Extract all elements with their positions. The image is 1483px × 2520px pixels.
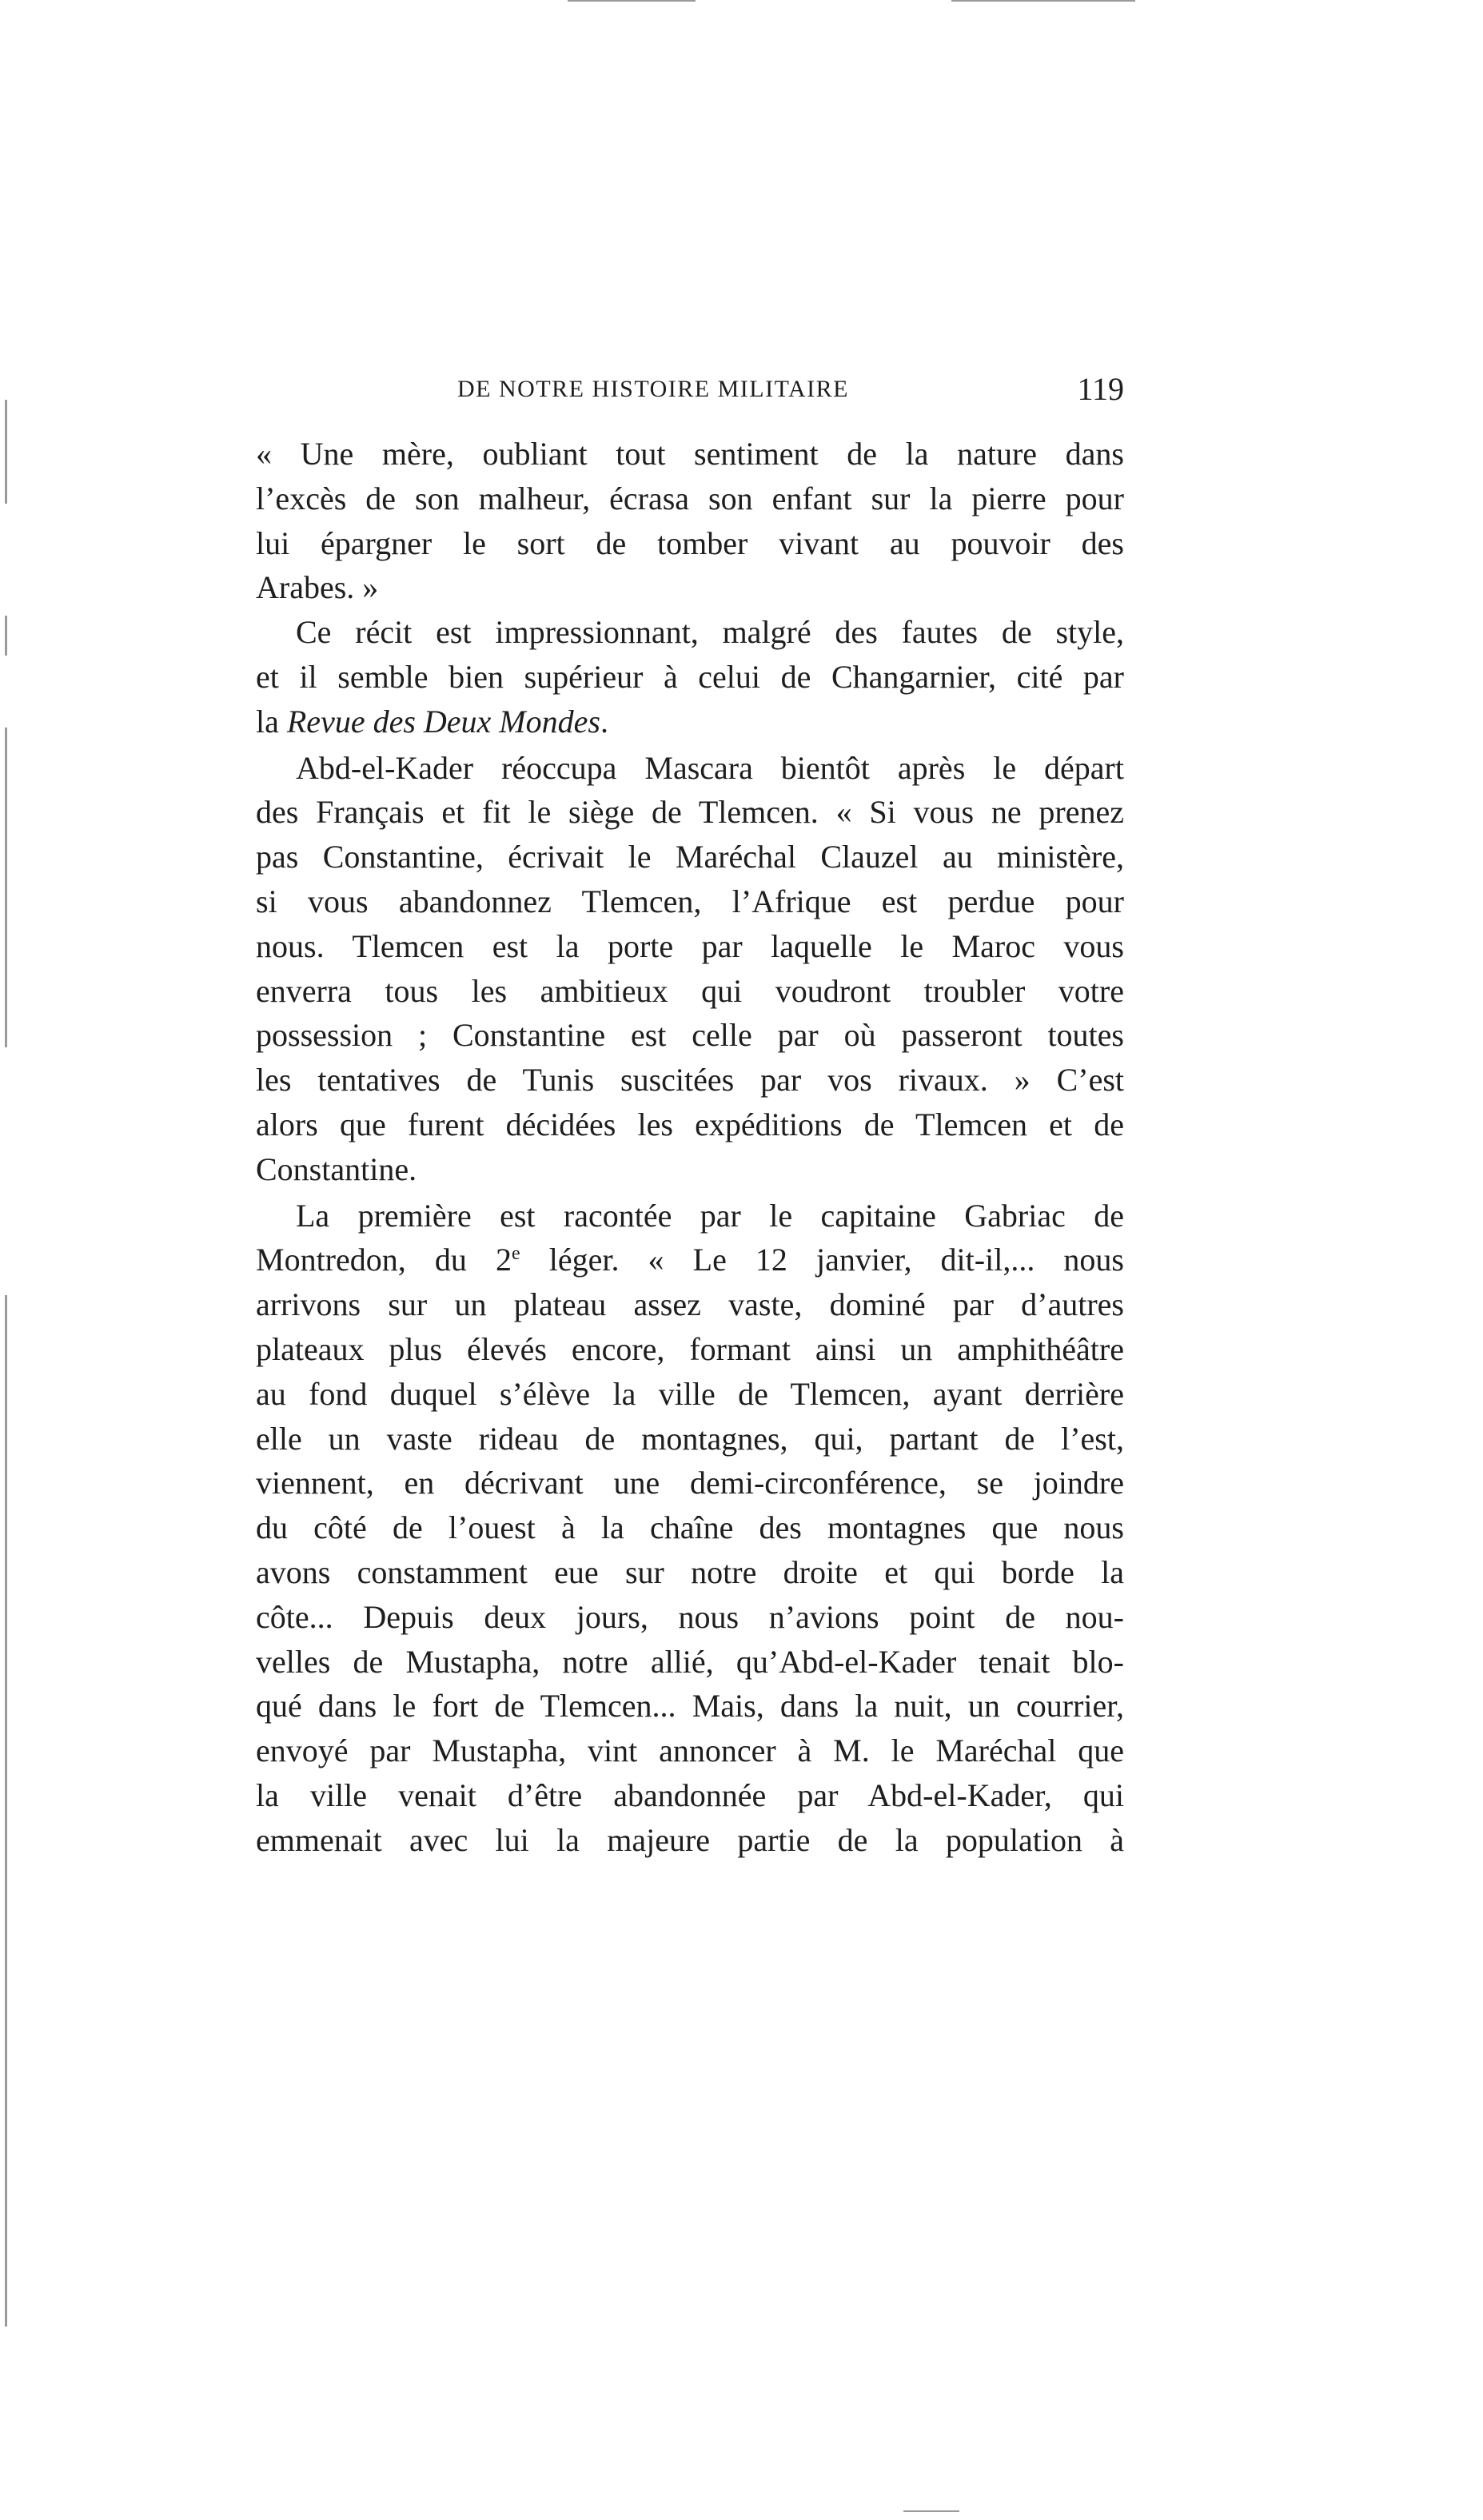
text-line: elle un vaste rideau de montagnes, qui, partant de l’est, xyxy=(256,1420,1124,1457)
text-line: et il semble bien supérieur à celui de Changarnier, cité par xyxy=(256,658,1124,695)
text-line: pas Constantine, écrivait le Maréchal Clauzel au ministère, xyxy=(256,839,1124,875)
text-line: les tentatives de Tunis suscitées par vos rivaux. » C’est xyxy=(256,1062,1124,1099)
scan-line-left xyxy=(5,400,7,504)
scan-line-left xyxy=(5,616,7,656)
text-line: au fond duquel s’élève la ville de Tlemcen, ayant derrière xyxy=(256,1375,1124,1412)
scan-line-left xyxy=(5,1295,7,2327)
text-line: alors que furent décidées les expéditions de Tlemcen et de xyxy=(256,1106,1124,1142)
scan-line-bottom xyxy=(903,2510,959,2512)
paragraph-4 xyxy=(256,1194,1124,1863)
text-run: la xyxy=(256,703,287,740)
text-line: enverra tous les ambitieux qui voudront troubler votre xyxy=(256,972,1124,1009)
body-text xyxy=(256,432,1124,1863)
text-line: « Une mère, oubliant tout sentiment de la nature dans xyxy=(256,436,1124,472)
text-run: . xyxy=(600,703,608,740)
text-line xyxy=(256,700,1124,744)
text-line: arrivons sur un plateau assez vaste, dominé par d’autres xyxy=(256,1286,1124,1323)
text-line: la ville venait d’être abandonnée par Abd-el-Kader, qui xyxy=(256,1776,1124,1813)
paragraph-3 xyxy=(256,746,1124,1192)
text-line: envoyé par Mustapha, vint annoncer à M. le Maréchal que xyxy=(256,1732,1124,1769)
text-line: Arabes. » xyxy=(256,569,379,606)
text-line: nous. Tlemcen est la porte par laquelle le Maroc vous xyxy=(256,927,1124,964)
text-line: velles de Mustapha, notre allié, qu’Abd-el-Kader tenait blo- xyxy=(256,1643,1124,1680)
text-line: côte... Depuis deux jours, nous n’avions point de nou- xyxy=(256,1598,1124,1635)
text-line xyxy=(256,1238,1124,1282)
paragraph-1 xyxy=(256,432,1124,610)
text-line: La première est racontée par le capitaine Gabriac de xyxy=(296,1197,1124,1234)
scan-line-left xyxy=(5,911,7,1047)
text-run: Montredon, du 2 xyxy=(256,1242,512,1278)
text-line: emmenait avec lui la majeure partie de la population à xyxy=(256,1821,1124,1858)
scan-line-top xyxy=(568,0,696,2)
text-line: possession ; Constantine est celle par où passeront toutes xyxy=(256,1017,1124,1054)
page-header xyxy=(256,369,1124,409)
running-head: DE NOTRE HISTOIRE MILITAIRE xyxy=(457,376,849,402)
text-line: Constantine. xyxy=(256,1150,417,1187)
text-line: Abd-el-Kader réoccupa Mascara bientôt après le départ xyxy=(296,749,1124,786)
text-line: avons constamment eue sur notre droite et qui borde la xyxy=(256,1553,1124,1590)
scan-line-left xyxy=(5,728,7,919)
page-number: 119 xyxy=(1077,371,1124,407)
text-line: si vous abandonnez Tlemcen, l’Afrique est perdue pour xyxy=(256,883,1124,919)
scan-line-top xyxy=(951,0,1135,2)
text-line: des Français et fit le siège de Tlemcen. « Si vous ne prenez xyxy=(256,794,1124,831)
text-line: plateaux plus élevés encore, formant ainsi un amphithéâtre xyxy=(256,1330,1124,1367)
text-line: l’excès de son malheur, écrasa son enfant sur la pierre pour xyxy=(256,480,1124,516)
text-line: qué dans le fort de Tlemcen... Mais, dans la nuit, un courrier, xyxy=(256,1688,1124,1725)
text-line: du côté de l’ouest à la chaîne des montagnes que nous xyxy=(256,1509,1124,1546)
text-line: lui épargner le sort de tomber vivant au pouvoir des xyxy=(256,524,1124,561)
paragraph-2 xyxy=(256,610,1124,744)
journal-title: Revue des Deux Mondes xyxy=(286,703,600,740)
text-line: Ce récit est impressionnant, malgré des fautes de style, xyxy=(296,614,1124,651)
superscript: e xyxy=(511,1243,520,1265)
text-line: viennent, en décrivant une demi-circonférence, se joindre xyxy=(256,1465,1124,1501)
text-run: léger. « Le 12 janvier, dit-il,... nous xyxy=(520,1242,1124,1278)
